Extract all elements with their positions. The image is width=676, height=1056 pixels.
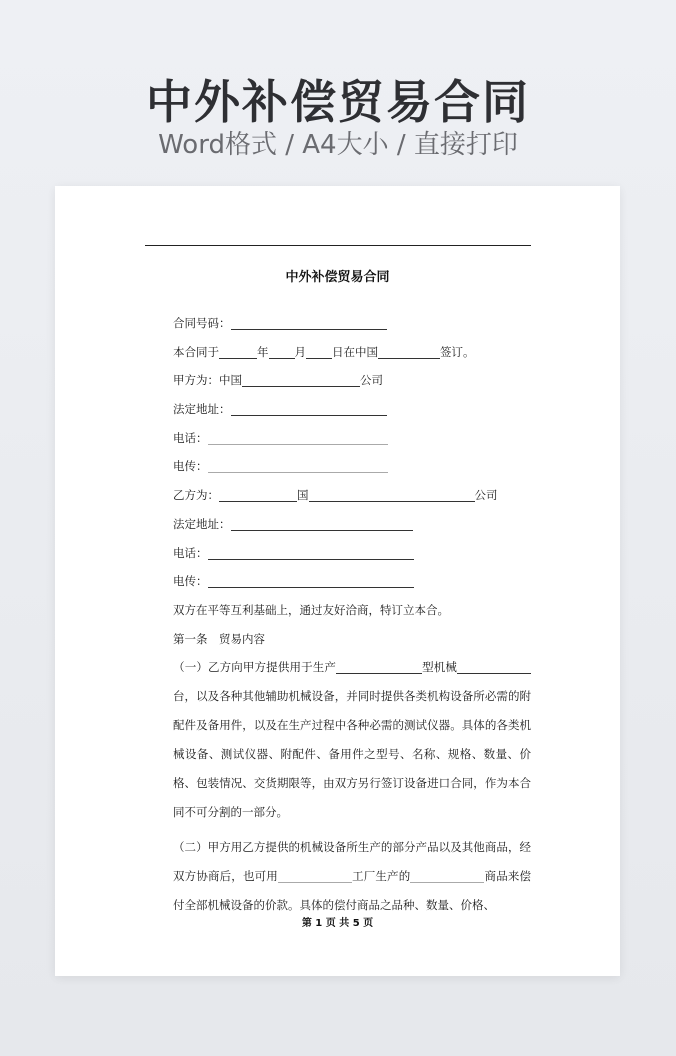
year-label: 年 xyxy=(257,344,269,359)
party-b-country: 国 xyxy=(297,488,309,503)
month-blank xyxy=(269,345,295,359)
party-a-label: 甲方为：中国 xyxy=(173,373,242,388)
day-blank xyxy=(306,345,332,359)
header-rule xyxy=(145,245,531,246)
product-blank xyxy=(410,869,484,883)
party-a-fax-line xyxy=(173,452,531,481)
p1-part-c: 台，以及各种其他辅助机械设备，并同时提供各类机构设备所必需的附配件及备用件，以及在生产过程中各种必需的测试仪器。具体的各类机械设备、测试仪器、附配件、备用件之型号、名称、规格、数量、价格、包装情况、交货期限等，由双方另行签订设备进口合同，作为本合同不可分割的一部分。 xyxy=(173,689,531,820)
party-a-phone-line xyxy=(173,424,531,453)
article-1-paragraph-1 xyxy=(173,653,531,827)
p2-part-b: 工厂生产的 xyxy=(351,869,411,884)
quantity-blank-a xyxy=(457,660,505,674)
signing-suffix: 签订。 xyxy=(440,344,475,359)
p2-part-a: （二）甲方用乙方提供的机械设备所生产的部分产品以及其他商品，经双方协商后，也可用 xyxy=(173,840,531,884)
phone-blank xyxy=(208,431,388,445)
fax-blank xyxy=(208,459,388,473)
contract-number-line xyxy=(173,309,531,338)
month-label: 月 xyxy=(294,344,306,359)
signing-date-line xyxy=(173,338,531,367)
factory-blank xyxy=(278,869,352,883)
document-body xyxy=(173,309,531,920)
article-1-paragraph-2 xyxy=(173,833,531,920)
phone-b-blank xyxy=(208,546,414,560)
address-label-b: 法定地址： xyxy=(173,516,231,531)
day-place-label: 日在中国 xyxy=(332,344,378,359)
fax-b-blank xyxy=(208,574,414,588)
p1-part-b: 型机械 xyxy=(421,660,458,675)
p2-part-c: 商品来偿付全部机械设备的价款。具体的偿付商品之品种、数量、价格、 xyxy=(173,869,532,913)
phone-label: 电话： xyxy=(173,430,208,445)
signing-prefix: 本合同于 xyxy=(173,344,219,359)
page-number-footer: 第 1 页 共 5 页 xyxy=(301,918,374,929)
party-b-company: 公司 xyxy=(474,488,498,503)
quantity-blank-b xyxy=(505,660,531,674)
article-1-title: 第一条 贸易内容 xyxy=(173,631,265,646)
party-b-line xyxy=(173,481,531,510)
party-b-address-line xyxy=(173,510,531,539)
party-b-name-blank xyxy=(309,488,475,502)
p1-part-a: （一）乙方向甲方提供用于生产 xyxy=(173,660,336,675)
party-b-phone-line xyxy=(173,539,531,568)
address-b-blank xyxy=(231,517,413,531)
document-title: 中外补偿贸易合同 xyxy=(285,270,390,285)
phone-label-b: 电话： xyxy=(173,545,208,560)
fax-label: 电传： xyxy=(173,459,208,474)
page-title: 中外补偿贸易合同 xyxy=(146,75,530,129)
year-blank xyxy=(219,345,257,359)
party-b-label: 乙方为： xyxy=(173,488,219,503)
party-a-company: 公司 xyxy=(360,373,383,388)
page-subtitle: Word格式 / A4大小 / 直接打印 xyxy=(158,130,518,160)
address-label: 法定地址： xyxy=(173,402,231,417)
document-page xyxy=(55,186,620,976)
fax-label-b: 电传： xyxy=(173,574,208,589)
contract-number-label: 合同号码： xyxy=(173,316,231,330)
place-blank xyxy=(378,345,440,359)
contract-number-blank xyxy=(231,316,387,330)
party-a-blank xyxy=(242,373,360,387)
party-a-line xyxy=(173,366,531,395)
intro-line: 双方在平等互利基础上，通过友好洽商，特订立本合。 xyxy=(173,602,449,617)
party-b-fax-line xyxy=(173,567,531,596)
model-blank xyxy=(336,660,422,674)
party-a-address-line xyxy=(173,395,531,424)
address-blank xyxy=(231,402,387,416)
party-b-country-blank xyxy=(219,488,297,502)
